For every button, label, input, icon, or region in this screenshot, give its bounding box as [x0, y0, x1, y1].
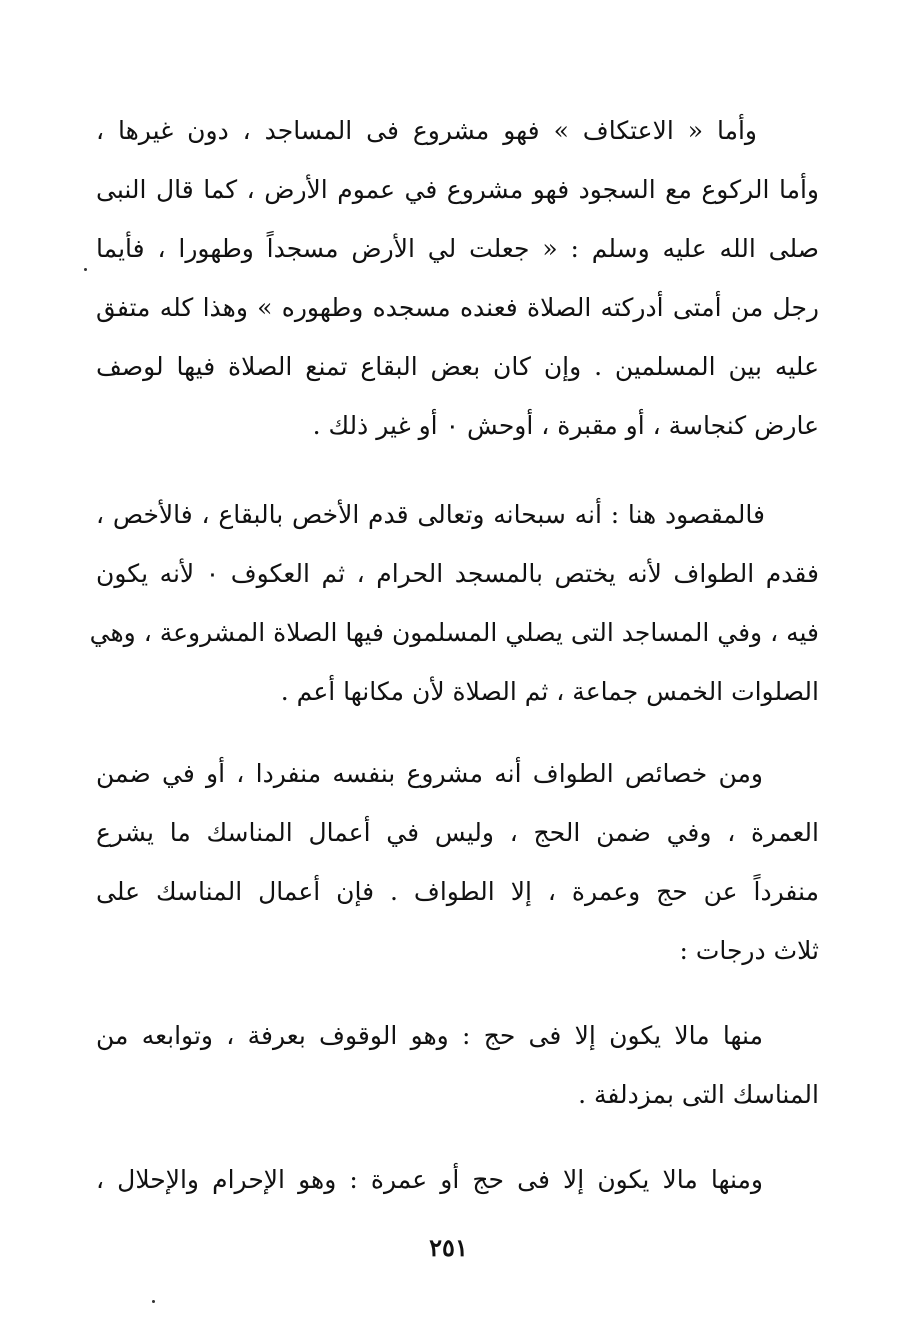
text-line: صلى الله عليه وسلم : « جعلت لي الأرض مسجداً وطهورا ، فأيما — [96, 234, 819, 263]
text-line: الصلوات الخمس جماعة ، ثم الصلاة لأن مكانها أعم . — [280, 677, 819, 706]
text-line: العمرة ، وفي ضمن الحج ، وليس في أعمال المناسك ما يشرع — [96, 818, 819, 847]
text-line: منها مالا يكون إلا فى حج : وهو الوقوف بعرفة ، وتوابعه من — [96, 1021, 763, 1050]
text-line: رجل من أمتى أدركته الصلاة فعنده مسجده وطهوره » وهذا كله متفق — [96, 293, 819, 322]
text-line: ومنها مالا يكون إلا فى حج أو عمرة : وهو الإحرام والإحلال ، — [96, 1165, 763, 1194]
text-line: وأما « الاعتكاف » فهو مشروع فى المساجد ، دون غيرها ، — [96, 116, 757, 145]
text-line: ومن خصائص الطواف أنه مشروع بنفسه منفردا ، أو في ضمن — [96, 759, 763, 788]
text-line: عارض كنجاسة ، أو مقبرة ، أوحش ٠ أو غير ذلك . — [312, 411, 819, 440]
paragraph-minha-hajj — [96, 1006, 819, 1124]
paragraph-itikaf — [96, 101, 819, 455]
paragraph-khasais — [96, 744, 819, 980]
page-number: ٢٥١ — [429, 1233, 468, 1262]
text-line: فقدم الطواف لأنه يختص بالمسجد الحرام ، ثم العكوف ٠ لأنه يكون — [96, 559, 819, 588]
scan-speck — [84, 268, 87, 271]
scan-speck — [152, 1300, 155, 1303]
paragraph-minha-umrah — [96, 1150, 819, 1209]
text-line: عليه بين المسلمين . وإن كان بعض البقاع تمنع الصلاة فيها لوصف — [96, 352, 819, 381]
text-line: فالمقصود هنا : أنه سبحانه وتعالى قدم الأخص بالبقاع ، فالأخص ، — [96, 500, 765, 529]
text-line: فيه ، وفي المساجد التى يصلي المسلمون فيها الصلاة المشروعة ، وهي — [89, 618, 819, 647]
text-line: المناسك التى بمزدلفة . — [578, 1080, 819, 1109]
text-line: ثلاث درجات : — [679, 936, 819, 965]
paragraph-maqsud — [89, 485, 819, 721]
text-line: منفرداً عن حج وعمرة ، إلا الطواف . فإن أعمال المناسك على — [96, 877, 819, 906]
text-line: وأما الركوع مع السجود فهو مشروع في عموم الأرض ، كما قال النبى — [96, 175, 819, 204]
